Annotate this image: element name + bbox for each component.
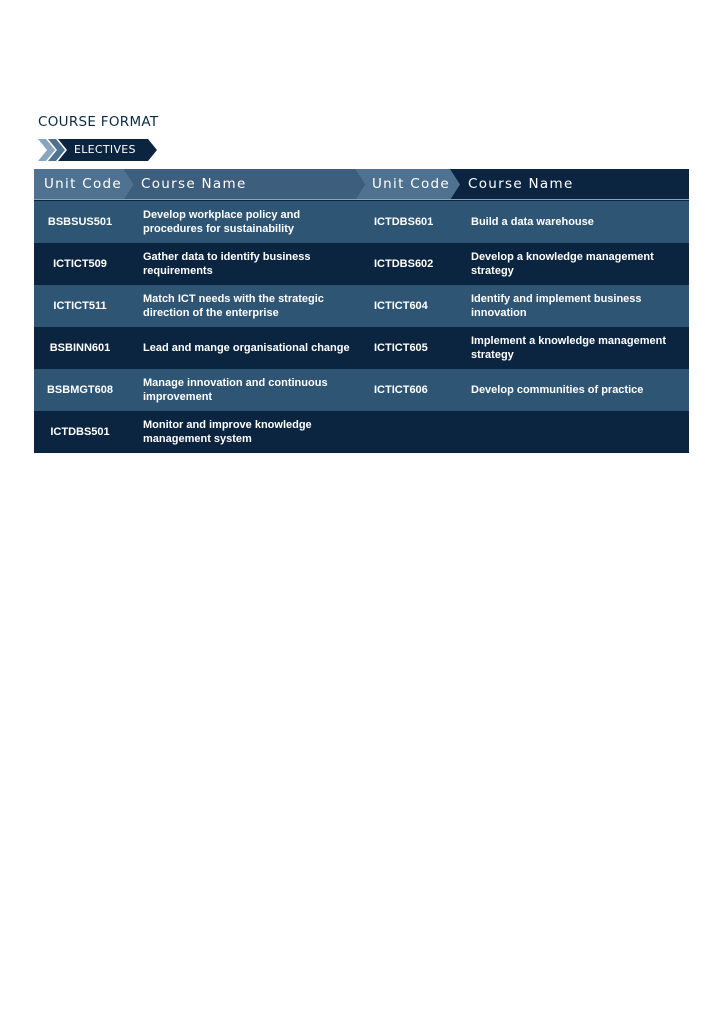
- table-row: [34, 327, 689, 369]
- table-row: [34, 285, 689, 327]
- table-header: [34, 169, 689, 200]
- header-course-name-1: Course Name: [141, 176, 247, 192]
- banner-label: ELECTIVES: [74, 143, 136, 156]
- course-name-cell: Lead and mange organisational change: [143, 342, 350, 354]
- unit-code-cell: BSBINN601: [49, 342, 111, 354]
- table-row: [34, 243, 689, 285]
- course-name-cell: Manage innovation and continuous improvement: [143, 377, 328, 403]
- course-name-cell: Gather data to identify business requirements: [143, 251, 311, 277]
- unit-code-cell: ICTDBS501: [50, 426, 110, 438]
- header-course-name-2: Course Name: [468, 176, 574, 192]
- unit-code-cell: ICTICT606: [374, 384, 428, 396]
- course-name-cell: Develop communities of practice: [471, 384, 644, 396]
- header-unit-code-2: Unit Code: [372, 176, 451, 192]
- course-name-cell: Implement a knowledge management strategy: [471, 335, 666, 361]
- course-name-cell: Identify and implement business innovation: [471, 293, 642, 319]
- unit-code-cell: ICTICT509: [53, 258, 107, 270]
- section-title: COURSE FORMAT: [38, 114, 159, 130]
- table-row: [34, 369, 689, 411]
- unit-code-cell: BSBSUS501: [47, 216, 113, 228]
- unit-code-cell: BSBMGT608: [46, 384, 114, 396]
- course-name-cell: Match ICT needs with the strategic direction of the enterprise: [143, 293, 324, 319]
- unit-code-cell: ICTICT511: [53, 300, 107, 312]
- header-background: [34, 169, 689, 200]
- course-name-cell: Develop workplace policy and procedures for sustainability: [143, 209, 301, 235]
- course-name-cell: [471, 411, 686, 453]
- unit-code-cell: ICTICT604: [374, 300, 428, 312]
- unit-code-cell: ICTDBS601: [374, 216, 434, 228]
- unit-code-cell: ICTDBS602: [374, 258, 434, 270]
- header-unit-code-1: Unit Code: [44, 176, 123, 192]
- electives-banner: [38, 139, 158, 161]
- table-row: [34, 411, 689, 453]
- table-row: [34, 201, 689, 243]
- unit-code-cell: ICTICT605: [374, 342, 428, 354]
- course-name-cell: Develop a knowledge management strategy: [471, 251, 654, 277]
- course-name-cell: Build a data warehouse: [471, 216, 594, 228]
- course-name-cell: Monitor and improve knowledge management system: [143, 419, 312, 445]
- electives-table: [34, 169, 689, 453]
